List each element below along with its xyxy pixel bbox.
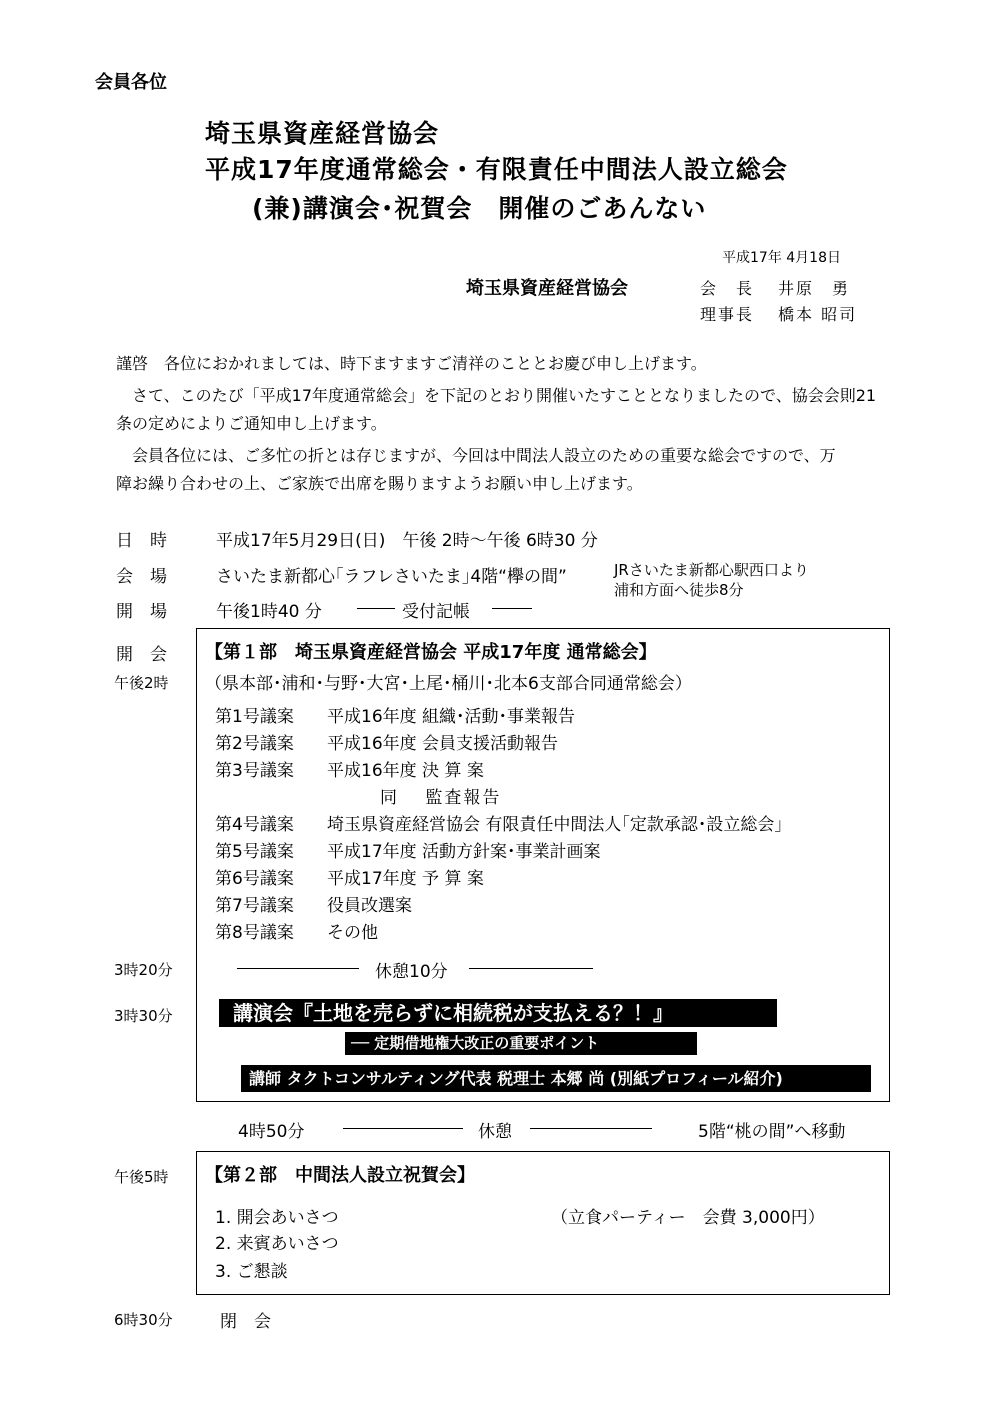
closing-time: 6時30分	[114, 1311, 173, 1329]
venue-value: さいたま新都心｢ラフレさいたま｣4階“欅の間”	[216, 567, 567, 587]
datetime-label: 日 時	[116, 531, 167, 551]
venue-access-2: 浦和方面へ徒歩8分	[614, 581, 744, 599]
venue-label: 会 場	[116, 567, 167, 587]
title-line-1: 埼玉県資産経営協会	[205, 119, 440, 148]
body-paragraph-2b: 条の定めによりご通知申し上げます。	[116, 414, 387, 433]
agenda-number: 第4号議案	[215, 815, 294, 835]
agenda-number: 第2号議案	[215, 734, 294, 754]
part1-box	[196, 628, 890, 1102]
title-line-2: 平成17年度通常総会・有限責任中間法人設立総会	[205, 155, 788, 184]
party-note: （立食パーティー 会費 3,000円）	[551, 1208, 825, 1228]
datetime-value: 平成17年5月29日(日) 午後 2時～午後 6時30 分	[216, 531, 598, 551]
part1-left-label-2: 午後2時	[114, 674, 169, 692]
salutation: 会員各位	[95, 72, 167, 93]
break-dash-right	[469, 968, 593, 969]
lecture-time: 3時30分	[114, 1007, 173, 1025]
part2-heading: 【第２部 中間法人設立祝賀会】	[205, 1165, 475, 1186]
intermission-label: 休憩	[478, 1122, 512, 1142]
body-paragraph-1: 謹啓 各位におかれましては、時下ますますご清祥のこととお慶び申し上げます。	[116, 354, 707, 373]
body-paragraph-3a: 会員各位には、ご多忙の折とは存じますが、今回は中間法人設立のための重要な総会ですので、万	[132, 446, 836, 465]
sender-org: 埼玉県資産経営協会	[466, 278, 628, 299]
agenda-item: 同 監査報告	[380, 788, 502, 808]
agenda-item: 埼玉県資産経営協会 有限責任中間法人｢定款承認･設立総会｣	[327, 815, 783, 835]
agenda-number: 第3号議案	[215, 761, 294, 781]
open-label: 開 場	[116, 602, 167, 622]
venue-access-1: JRさいたま新都心駅西口より	[614, 561, 809, 579]
open-dash-left	[357, 608, 395, 609]
agenda-item: その他	[327, 923, 378, 943]
issue-date: 平成17年 4月18日	[722, 250, 841, 266]
part1-subheading: （県本部･浦和･与野･大宮･上尾･桶川･北本6支部合同通常総会）	[205, 674, 692, 694]
intermission-dash-right	[530, 1128, 652, 1129]
closing-label: 閉 会	[220, 1312, 271, 1332]
agenda-number: 第6号議案	[215, 869, 294, 889]
part2-box	[196, 1151, 890, 1295]
sender-role-2: 理事長	[700, 305, 755, 324]
agenda-item: 平成17年度 予 算 案	[327, 869, 484, 889]
intermission-dash-left	[343, 1128, 463, 1129]
break-time: 3時20分	[114, 961, 173, 979]
agenda-item: 平成16年度 決 算 案	[327, 761, 484, 781]
agenda-item: 平成17年度 活動方針案･事業計画案	[327, 842, 601, 862]
sender-name-2: 橋本 昭司	[778, 305, 858, 324]
sender-name-1: 井原 勇	[778, 279, 851, 298]
body-paragraph-3b: 障お繰り合わせの上、ご家族で出席を賜りますようお願い申し上げます。	[116, 474, 643, 493]
open-value: 午後1時40 分	[216, 602, 322, 622]
agenda-number: 第1号議案	[215, 707, 294, 727]
title-line-3: (兼)講演会･祝賀会 開催のごあんない	[252, 194, 707, 223]
agenda-number: 第8号議案	[215, 923, 294, 943]
lecture-subtitle-bar: ── 定期借地権大改正の重要ポイント	[345, 1032, 697, 1055]
break-dash-left	[237, 968, 359, 969]
agenda-item: 平成16年度 会員支援活動報告	[327, 734, 559, 754]
open-note: 受付記帳	[402, 602, 470, 622]
agenda-number: 第5号議案	[215, 842, 294, 862]
agenda-item: 平成16年度 組織･活動･事業報告	[327, 707, 576, 727]
body-paragraph-2a: さて、このたび「平成17年度通常総会」を下記のとおり開催いたすこととなりましたので、協会会則21	[132, 386, 877, 405]
sender-role-1: 会 長	[700, 279, 755, 298]
agenda-number: 第7号議案	[215, 896, 294, 916]
intermission-note: 5階“桃の間”へ移動	[698, 1122, 846, 1142]
part1-heading: 【第１部 埼玉県資産経営協会 平成17年度 通常総会】	[205, 642, 657, 663]
list-item: 2. 来賓あいさつ	[215, 1234, 339, 1254]
open-dash-right	[492, 608, 532, 609]
break-label: 休憩10分	[375, 962, 448, 982]
agenda-item: 役員改選案	[327, 896, 412, 916]
list-item: 1. 開会あいさつ	[215, 1208, 339, 1228]
part2-left-label: 午後5時	[114, 1168, 169, 1186]
list-item: 3. ご懇談	[215, 1262, 288, 1282]
lecture-speaker-bar: 講師 タクトコンサルティング代表 税理士 本郷 尚 (別紙プロフィール紹介)	[241, 1065, 871, 1092]
lecture-title-bar: 講演会『土地を売らずに相続税が支払える？！』	[219, 999, 777, 1027]
part1-left-label-1: 開 会	[116, 645, 167, 665]
intermission-time: 4時50分	[238, 1122, 305, 1142]
